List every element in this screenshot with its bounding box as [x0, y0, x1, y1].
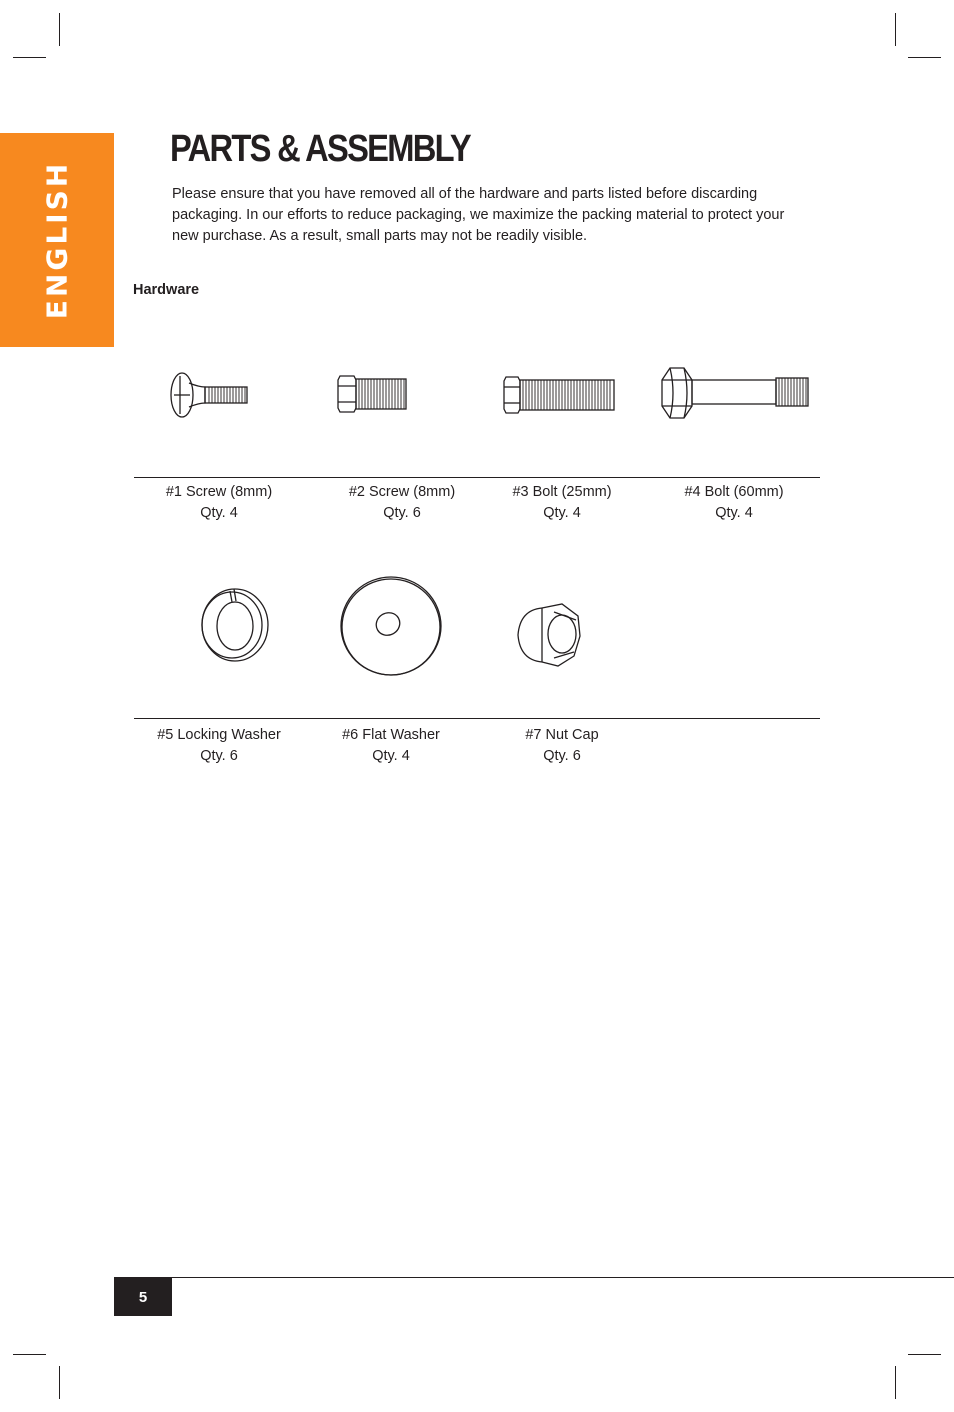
locking-washer-icon: [198, 585, 272, 665]
caption-part-2: [317, 482, 487, 524]
part-qty: Qty. 4: [715, 505, 753, 521]
part-qty: Qty. 4: [543, 505, 581, 521]
part-qty: Qty. 4: [372, 748, 410, 764]
part-qty: Qty. 6: [383, 505, 421, 521]
caption-part-1: [134, 482, 304, 524]
part-name: #6 Flat Washer: [342, 727, 440, 743]
nut-cap-icon: [514, 600, 584, 670]
crop-mark: [908, 57, 941, 58]
page-title: PARTS & ASSEMBLY: [170, 128, 470, 170]
intro-paragraph: Please ensure that you have removed all of the hardware and parts listed before discarding packaging. In our efforts to reduce packaging, we maximize the packing material to protect your new purchase. As a result, small parts may not be readily visible.: [172, 186, 785, 244]
caption-part-6: [306, 725, 476, 767]
part-name: #4 Bolt (60mm): [684, 484, 784, 500]
section-heading-hardware: Hardware: [133, 282, 200, 298]
screw-icon: [165, 368, 251, 422]
language-tab-label: ENGLISH: [40, 160, 74, 320]
part-name: #5 Locking Washer: [157, 727, 281, 743]
crop-mark: [59, 1366, 60, 1399]
crop-mark: [895, 1366, 896, 1399]
crop-mark: [13, 57, 46, 58]
part-qty: Qty. 6: [200, 748, 238, 764]
page-number: 5: [114, 1278, 172, 1316]
crop-mark: [908, 1354, 941, 1355]
long-bolt-icon: [660, 366, 812, 420]
short-bolt-icon: [336, 372, 410, 416]
crop-mark: [13, 1354, 46, 1355]
language-tab: [0, 133, 114, 347]
caption-part-7: [477, 725, 647, 767]
divider-row-2: [134, 718, 820, 719]
crop-mark: [895, 13, 896, 46]
caption-part-4: [649, 482, 819, 524]
divider-row-1: [134, 477, 820, 478]
part-name: #1 Screw (8mm): [165, 484, 273, 500]
footer-rule: [114, 1277, 954, 1278]
crop-mark: [59, 13, 60, 46]
medium-bolt-icon: [502, 374, 618, 416]
part-name: #2 Screw (8mm): [348, 484, 456, 500]
part-qty: Qty. 6: [543, 748, 581, 764]
part-name: #3 Bolt (25mm): [512, 484, 612, 500]
caption-part-3: [477, 482, 647, 524]
part-qty: Qty. 4: [200, 505, 238, 521]
caption-part-5: [134, 725, 304, 767]
flat-washer-icon: [338, 573, 444, 679]
part-name: #7 Nut Cap: [525, 727, 599, 743]
